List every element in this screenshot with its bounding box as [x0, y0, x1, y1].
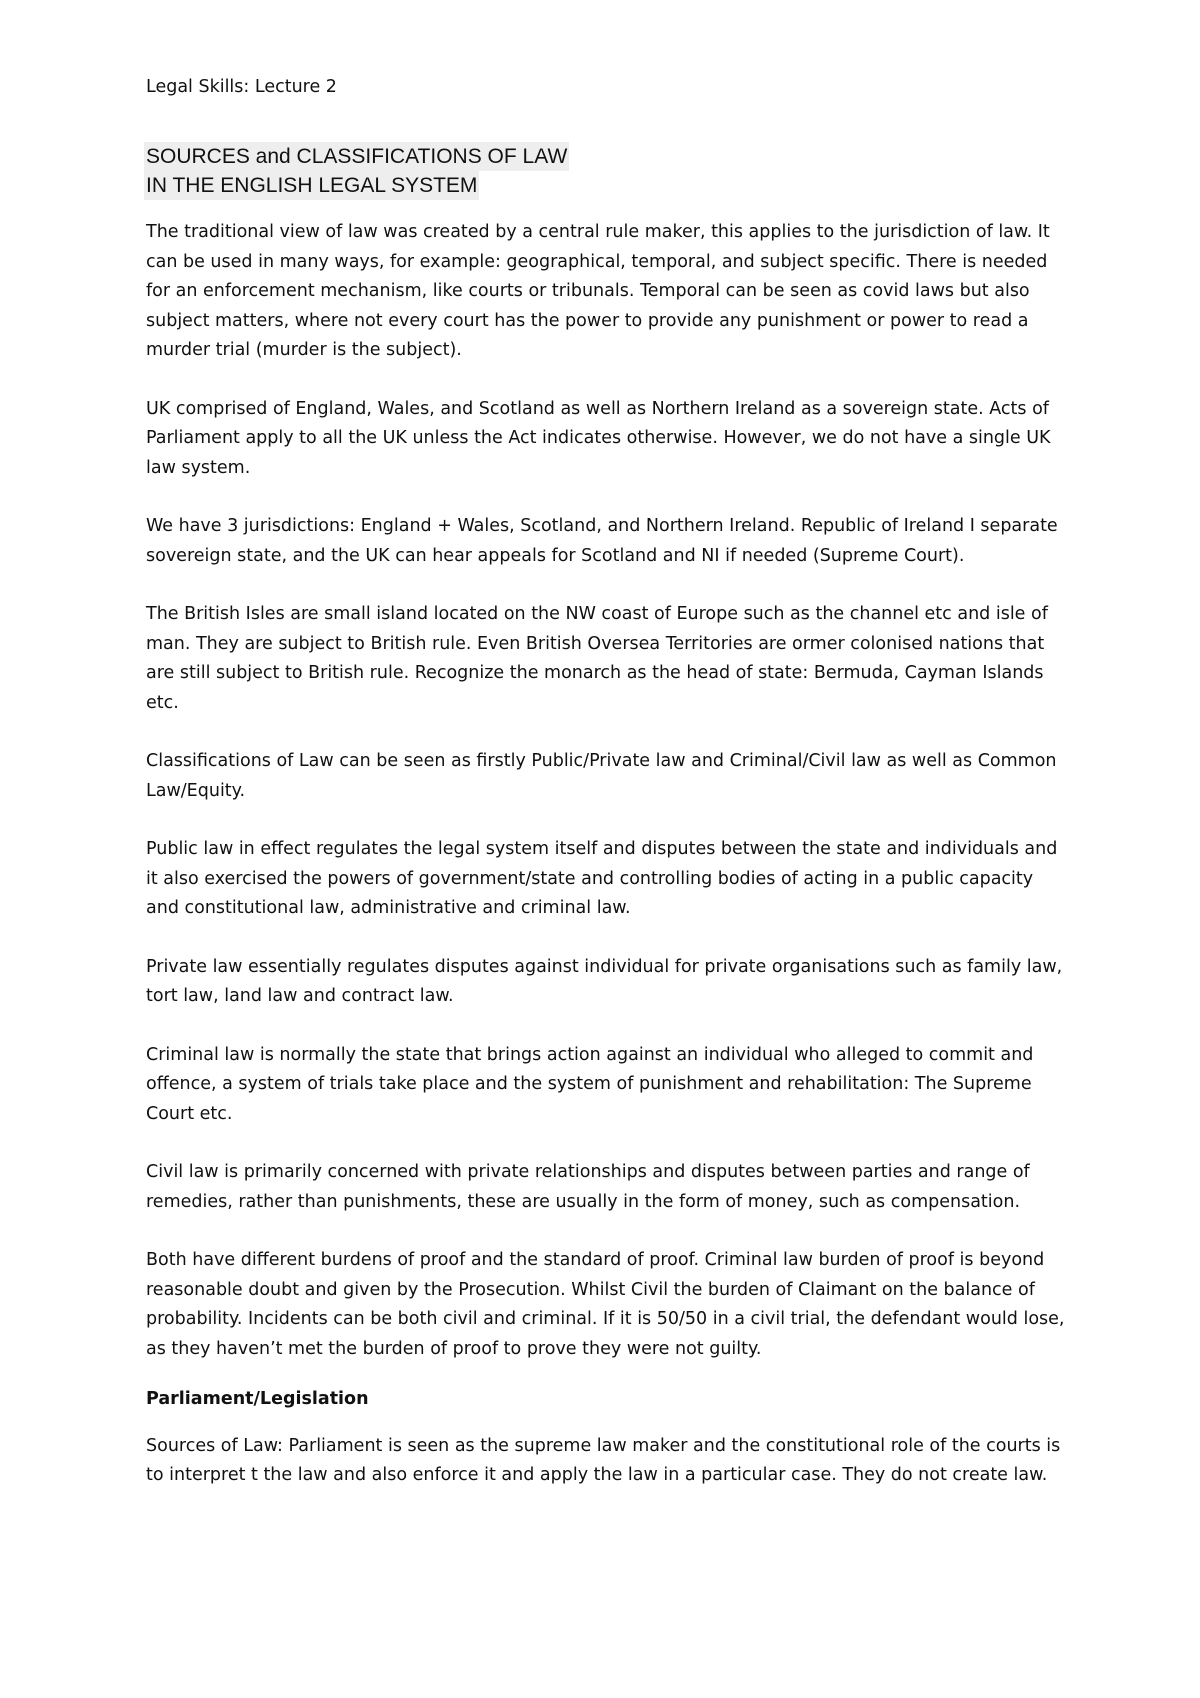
paragraph-criminal-law: Criminal law is normally the state that brings action against an individual who alleged to commit and offence, a system of trials take place and the system of punishment and rehabilitation: The Supreme Court etc. — [146, 1044, 1034, 1124]
paragraph-public-law: Public law in effect regulates the legal system itself and disputes between the state and individuals and it also exercised the powers of government/state and controlling bodies of acting in a public capacity and constitutional law, administrative and criminal law. — [146, 839, 1058, 918]
paragraph-private-law: Private law essentially regulates disputes against individual for private organisations such as family law, tort law, land law and contract law. — [146, 956, 1063, 1006]
title-line-2: IN THE ENGLISH LEGAL SYSTEM — [144, 171, 479, 200]
paragraph-classifications: Classifications of Law can be seen as firstly Public/Private law and Criminal/Civil law as well as Common Law/Equity. — [146, 751, 1057, 801]
document-content — [146, 72, 1066, 1520]
paragraph-sources-of-law: Sources of Law: Parliament is seen as the supreme law maker and the constitutional role of the courts is to interpret t the law and also enforce it and apply the law in a particular case. They do not create law. — [146, 1435, 1061, 1485]
paragraph-jurisdictions: We have 3 jurisdictions: England + Wales, Scotland, and Northern Ireland. Republic of Ireland I separate sovereign state, and the UK can hear appeals for Scotland and NI if needed (Supreme Court). — [146, 516, 1058, 566]
section-heading-parliament: Parliament/Legislation — [146, 1389, 369, 1409]
document-title — [146, 142, 1066, 200]
paragraph-civil-law: Civil law is primarily concerned with private relationships and disputes between parties and range of remedies, rather than punishments, these are usually in the form of money, such as compensation. — [146, 1162, 1030, 1212]
paragraph-uk-composition: UK comprised of England, Wales, and Scotland as well as Northern Ireland as a sovereign state. Acts of Parliament apply to all the UK unless the Act indicates otherwise. However, we do not have a single UK law system. — [146, 398, 1051, 478]
lecture-header: Legal Skills: Lecture 2 — [146, 77, 337, 97]
title-line-1: SOURCES and CLASSIFICATIONS OF LAW — [144, 142, 569, 171]
paragraph-burdens-of-proof: Both have different burdens of proof and the standard of proof. Criminal law burden of proof is beyond reasonable doubt and given by the Prosecution. Whilst Civil the burden of Claimant on the balance of probability. Incidents can be both civil and criminal. If it is 50/50 in a civil trial, the defendant would lose, as they haven’t met the burden of proof to prove they were not guilty. — [146, 1250, 1065, 1359]
paragraph-jurisdiction: The traditional view of law was created by a central rule maker, this applies to the jurisdiction of law. It can be used in many ways, for example: geographical, temporal, and subject specific. There is needed for an enforcement mechanism, like courts or tribunals. Temporal can be seen as covid laws but also subject matters, where not every court has the power to provide any punishment or power to read a murder trial (murder is the subject). — [146, 222, 1050, 360]
paragraph-british-isles: The British Isles are small island located on the NW coast of Europe such as the channel etc and isle of man. They are subject to British rule. Even British Oversea Territories are ormer colonised nations that are still subject to British rule. Recognize the monarch as the head of state: Bermuda, Cayman Islands etc. — [146, 604, 1048, 713]
